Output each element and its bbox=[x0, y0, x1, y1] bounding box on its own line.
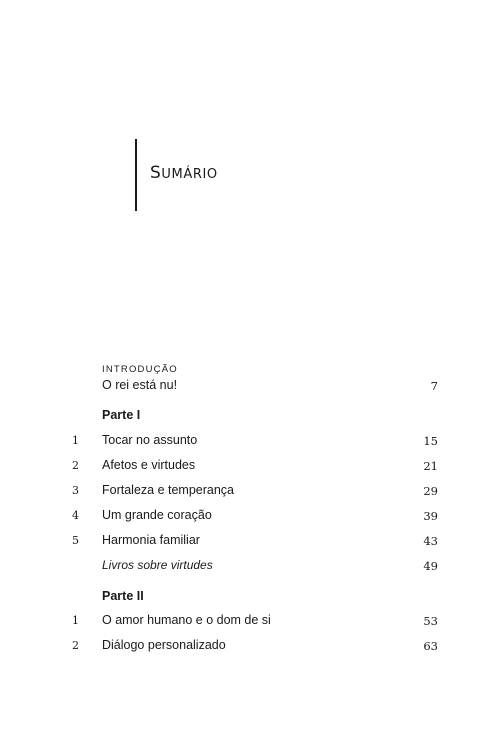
toc-entry-number: 2 bbox=[72, 639, 79, 652]
toc-entry[interactable] bbox=[0, 433, 500, 451]
toc-entry-title: Diálogo personalizado bbox=[102, 638, 226, 652]
toc-entry-page: 39 bbox=[423, 509, 438, 523]
toc-entry-page: 43 bbox=[423, 534, 438, 548]
toc-entry[interactable] bbox=[0, 638, 500, 656]
toc-entry-page: 21 bbox=[423, 459, 438, 473]
toc-entry-number: 1 bbox=[72, 614, 79, 627]
toc-entry[interactable] bbox=[0, 613, 500, 631]
toc-entry-page: 15 bbox=[423, 434, 438, 448]
part-1-heading: Parte I bbox=[102, 408, 141, 422]
part-2-heading: Parte II bbox=[102, 589, 144, 603]
toc-entry-page: 49 bbox=[423, 559, 438, 573]
toc-entry-page: 7 bbox=[430, 379, 438, 393]
toc-entry-title: O amor humano e o dom de si bbox=[102, 613, 271, 627]
toc-entry-title: Fortaleza e temperança bbox=[102, 483, 235, 497]
toc-entry-number: 2 bbox=[72, 459, 79, 472]
toc-entry-title: Harmonia familiar bbox=[102, 533, 200, 547]
toc-entry-title: Livros sobre virtudes bbox=[102, 558, 213, 572]
toc-entry-number: 4 bbox=[72, 509, 79, 522]
toc-entry-number: 1 bbox=[72, 434, 79, 447]
toc-entry-number: 3 bbox=[72, 484, 79, 497]
toc-entry-title: Um grande coração bbox=[102, 508, 212, 522]
toc-entry[interactable] bbox=[0, 508, 500, 526]
toc-entry-title: Afetos e virtudes bbox=[102, 458, 196, 472]
toc-entry[interactable] bbox=[0, 558, 500, 576]
toc-entry-intro[interactable] bbox=[0, 378, 500, 396]
toc-entry-number: 5 bbox=[72, 534, 79, 547]
toc-entry-page: 53 bbox=[423, 614, 438, 628]
page-title: SUMÁRIO bbox=[150, 163, 218, 183]
toc-entry[interactable] bbox=[0, 483, 500, 501]
toc-entry-page: 63 bbox=[423, 639, 438, 653]
toc-entry[interactable] bbox=[0, 458, 500, 476]
intro-section-label: INTRODUÇÃO bbox=[102, 364, 178, 375]
toc-entry-title: Tocar no assunto bbox=[102, 433, 198, 447]
toc-entry-page: 29 bbox=[423, 484, 438, 498]
toc-entry-title: O rei está nu! bbox=[102, 378, 178, 392]
toc-entry[interactable] bbox=[0, 533, 500, 551]
